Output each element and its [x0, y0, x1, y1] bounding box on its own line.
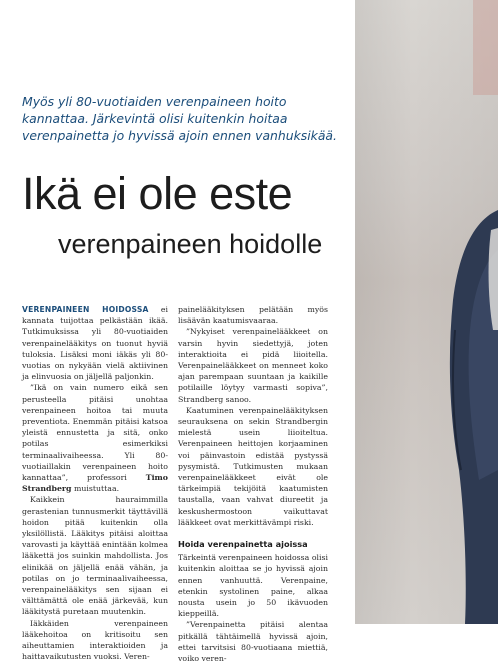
- page-title: Ikä ei ole este: [22, 168, 293, 219]
- section-heading: Hoida verenpainetta ajoissa: [178, 539, 308, 550]
- article-paragraph: Tärkeintä verenpaineen hoidossa olisi kuitenkin aloittaa se jo hyvissä ajoin ennen vanhuuttä. Verenpaine, etenkin systolinen paine, alkaa nousta usein jo 50 ikävuoden kieppeillä.: [178, 553, 328, 619]
- article-paragraph: Kaatuminen verenpainelääkityksen seurauksena on sekin Strandbergin mielestä usein liioiteltua. Verenpaineen heittojen korjaaminen voi päinvastoin edistää pystyssä pysymistä. Tutkimusten mukaan verenpainelääkkeet eivät ole tärkeimpiä tekijöitä kaatumisten taustalla, vaan vahvat diureetit ja keskushermostoon vaikuttavat lääkkeet ovat merkittävämpi riski.: [178, 405, 328, 527]
- article-paragraph: painelääkityksen pelätään myös lisäävän kaatumisvaaraa.: [178, 305, 328, 326]
- expert-name: Timo Strandberg: [22, 473, 168, 494]
- paragraph-text: ei kannata tuijottaa pelkästään ikää. Tutkimuksissa yli 80-vuotiaiden verenpainelääkitys on tuonut hyviä tuloksia. Lisäksi moni iäkäs yli 80-vuotias on nykyään vielä aktiivinen ja elinvuosia on jäljellä paljonkin.: [22, 305, 169, 382]
- article-paragraph: Kaikkein hauraimmilla gerastenian tunnusmerkit täyttävillä hoidon pitää kuitenkin olla yksilöllistä. Lääkitys pitäisi aloittaa varovasti ja käyttää enintään kolmea lääkettä jos suinkin mahdollista. Jos elinikää on jäljellä enää vähän, ja potilas on jo terminaalivaiheessa, verenpainelääkitys sen sijaan ei välttämättä ole enää järkevää, kun lääkitystä puretaan muutenkin.: [22, 495, 168, 617]
- article-paragraph: Iäkkäiden verenpaineen lääkehoitoa on kritisoitu sen aiheuttamien interaktioiden ja haittavaikutusten vuoksi. Veren-: [22, 618, 168, 662]
- page-subtitle: verenpaineen hoidolle: [58, 229, 323, 259]
- article-column-left: [22, 304, 168, 663]
- intro-text: Myös yli 80-vuotiaiden verenpaineen hoito kannattaa. Järkevintä olisi kuitenkin hoitaa verenpainetta jo hyvissä ajoin ennen vanhuksikää.: [22, 94, 337, 143]
- article-paragraph: [22, 304, 168, 382]
- article-paragraph: [22, 382, 168, 494]
- article-column-right: [178, 304, 328, 664]
- wall-accent: [473, 0, 498, 95]
- paragraph-text: ”Ikä on vain numero eikä sen perusteella pitäisi unohtaa verenpaineen hoitoa tai muuta preventiota. Enemmän pitäisi katsoa yleistä ennustetta ja sitä, onko potilas esimerkiksi terminaalivaiheessa. Yli 80-vuotiaillakin verenpaineen hoito kannattaa”, professori: [22, 383, 168, 483]
- article-paragraph: ”Nykyiset verenpainelääkkeet on varsin hyvin siedettyjä, joten interaktioita ei pidä liioitella. Verenpainelääkkeet on menneet koko ajan parempaan suuntaan ja kaikille potilaille löytyy varmasti sopiva”, Strandberg sanoo.: [178, 327, 328, 404]
- article-paragraph: ”Verenpainetta pitäisi alentaa pitkällä tähtäimellä hyvissä ajoin, ettei tarvitsisi 80-vuotiaana miettiä, voiko veren-: [178, 620, 328, 664]
- paragraph-text: muistuttaa.: [71, 484, 120, 494]
- portrait-photo: [355, 0, 498, 624]
- lead-caps: VERENPAINEEN HOIDOSSA: [22, 305, 149, 314]
- person-silhouette: [355, 0, 498, 624]
